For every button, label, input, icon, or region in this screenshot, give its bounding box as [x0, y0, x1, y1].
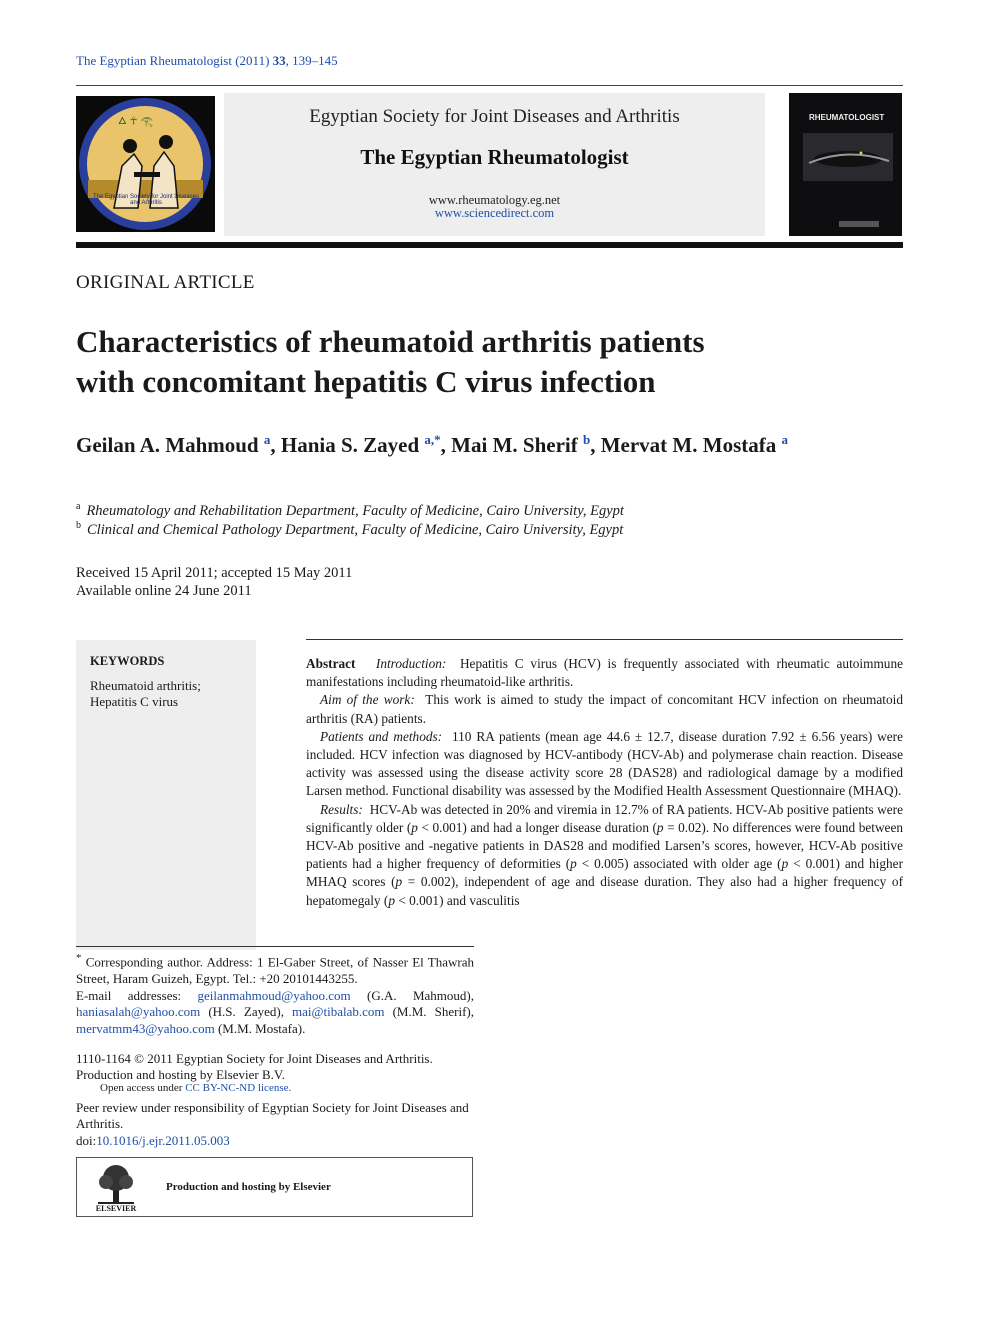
logo-caption: The Egyptian Society for Joint Diseases and Arthritis	[92, 194, 200, 206]
license-link[interactable]: CC BY-NC-ND license.	[185, 1082, 292, 1094]
cover-ultrasound-image	[803, 133, 893, 181]
received-date: Received 15 April 2011; accepted 15 May 2011	[76, 565, 353, 581]
author-name: Geilan A. Mahmoud	[76, 433, 259, 457]
copyright-notice: 1110-1164 © 2011 Egyptian Society for Joint Diseases and Arthritis. Production and hosting by Elsevier B.V.	[76, 1051, 433, 1083]
open-access-notice: Open access under CC BY-NC-ND license.	[100, 1082, 292, 1094]
abstract-aim: Aim of the work: This work is aimed to study the impact of concomitant HCV infection on rheumatoid arthritis (RA) patients.	[306, 692, 903, 726]
email-link[interactable]: haniasalah@yahoo.com	[76, 1004, 201, 1020]
abstract-top-rule	[306, 639, 903, 640]
abstract	[306, 655, 903, 910]
peer-review-notice: Peer review under responsibility of Egyptian Society for Joint Diseases and Arthritis. doi:10.1016/j.ejr.2011.05.003	[76, 1100, 469, 1148]
article-title	[76, 322, 906, 402]
keyword-item: Rheumatoid arthritis;	[90, 678, 201, 693]
cover-publisher-mark	[839, 221, 879, 227]
elsevier-logo	[92, 1162, 140, 1214]
keywords-heading: KEYWORDS	[90, 654, 165, 668]
abstract-introduction: Abstract Introduction: Hepatitis C virus (HCV) is frequently associated with rheumatic autoimmune manifestations including rheumatoid-like arthritis.	[306, 656, 903, 690]
email-link[interactable]: geilanmahmoud@yahoo.com	[197, 987, 351, 1003]
affiliation-b: $^b$ Clinical and Chemical Pathology Department, Faculty of Medicine, Cairo University, Egypt	[76, 520, 624, 538]
article-title-line2: with concomitant hepatitis C virus infection	[76, 364, 656, 399]
author-affiliation-mark[interactable]: a,*	[424, 432, 441, 447]
email-link[interactable]: mervatmm43@yahoo.com	[76, 1020, 215, 1036]
journal-url[interactable]: www.rheumatology.eg.net	[428, 193, 561, 207]
society-logo-graphic	[76, 96, 215, 232]
doi-link[interactable]: 10.1016/j.ejr.2011.05.003	[96, 1132, 230, 1148]
author-name: Mervat M. Mostafa	[600, 433, 777, 457]
author-affiliation-mark[interactable]: a	[263, 432, 271, 447]
footnote-rule	[76, 946, 474, 947]
elsevier-wordmark: ELSEVIER	[95, 1204, 137, 1213]
online-date: Available online 24 June 2011	[76, 583, 252, 599]
article-title-line1: Characteristics of rheumatoid arthritis patients	[76, 324, 705, 359]
abstract-results: Results: HCV-Ab was detected in 20% and viremia in 12.7% of RA patients. HCV-Ab positive patients were significantly older (p < 0.001) and had a longer disease duration (p = 0.02). No differences were found between HCV-Ab positive and -negative patients in DAS28 and modified Larsen’s scores, however, HCV-Ab positive patients had a higher frequency of deformities (p < 0.005) associated with older age (p < 0.001) and higher MHAQ scores (p = 0.002), independent of age and disease duration. They also had a higher frequency of hepatomegaly (p < 0.001) and vasculitis	[306, 801, 904, 908]
author-name: Hania S. Zayed	[280, 433, 420, 457]
elsevier-hosting-text: Production and hosting by Elsevier	[166, 1181, 331, 1193]
email-link[interactable]: mai@tibalab.com	[292, 1004, 385, 1020]
journal-cover-thumbnail	[789, 93, 902, 236]
society-name: Egyptian Society for Joint Diseases and Arthritis	[309, 106, 680, 127]
affiliation-a: $^a$ Rheumatology and Rehabilitation Department, Faculty of Medicine, Cairo University, Egypt	[76, 501, 624, 519]
author-affiliation-mark[interactable]: b	[582, 432, 591, 447]
society-logo	[76, 96, 215, 232]
corresponding-author-footnote: * Corresponding author. Address: 1 El-Gaber Street, of Nasser El Thawrah Street, Haram Guizeh, Egypt. Tel.: +20 20101443255. E-mail addresses: geilanmahmoud@yahoo.com (G.A. Mahmoud), haniasalah@yahoo.com (H.S. Zayed), mai@tibalab.com (M.M. Sherif), mervatmm43@yahoo.com (M.M. Mostafa).	[76, 952, 474, 1036]
svg-text:🜂 ☥ 𓂀: 🜂 ☥ 𓂀	[118, 116, 154, 127]
header-bottom-rule	[76, 242, 903, 248]
article-type: ORIGINAL ARTICLE	[76, 272, 255, 293]
header-top-rule	[76, 85, 903, 86]
sciencedirect-link[interactable]: www.sciencedirect.com	[434, 206, 555, 220]
abstract-methods: Patients and methods: 110 RA patients (mean age 44.6 ± 12.7, disease duration 7.92 ± 6.56 years) were included. HCV infection was diagnosed by HCV-antibody (HCV-Ab) and polymerase chain reaction. Disease activity was assessed using the disease activity score 28 (DAS28) and radiological damage by a modified Larsen method. Functional disability was assessed by the Modified Health Assessment Questionnaire (MHAQ).	[306, 728, 904, 799]
keyword-item: Hepatitis C virus	[90, 694, 179, 709]
author-name: Mai M. Sherif	[451, 433, 578, 457]
journal-name: The Egyptian Rheumatologist	[360, 145, 629, 169]
author-affiliation-mark[interactable]: a	[781, 432, 788, 447]
author-list: Geilan A. Mahmoud $^a$, Hania S. Zayed $^{a,*}$, Mai M. Sherif $^b$, Mervat M. Mostafa $^a$	[76, 432, 788, 457]
cover-title: RHEUMATOLOGIST	[809, 113, 885, 122]
journal-reference[interactable]: The Egyptian Rheumatologist (2011) 33, 139–145	[76, 53, 338, 68]
